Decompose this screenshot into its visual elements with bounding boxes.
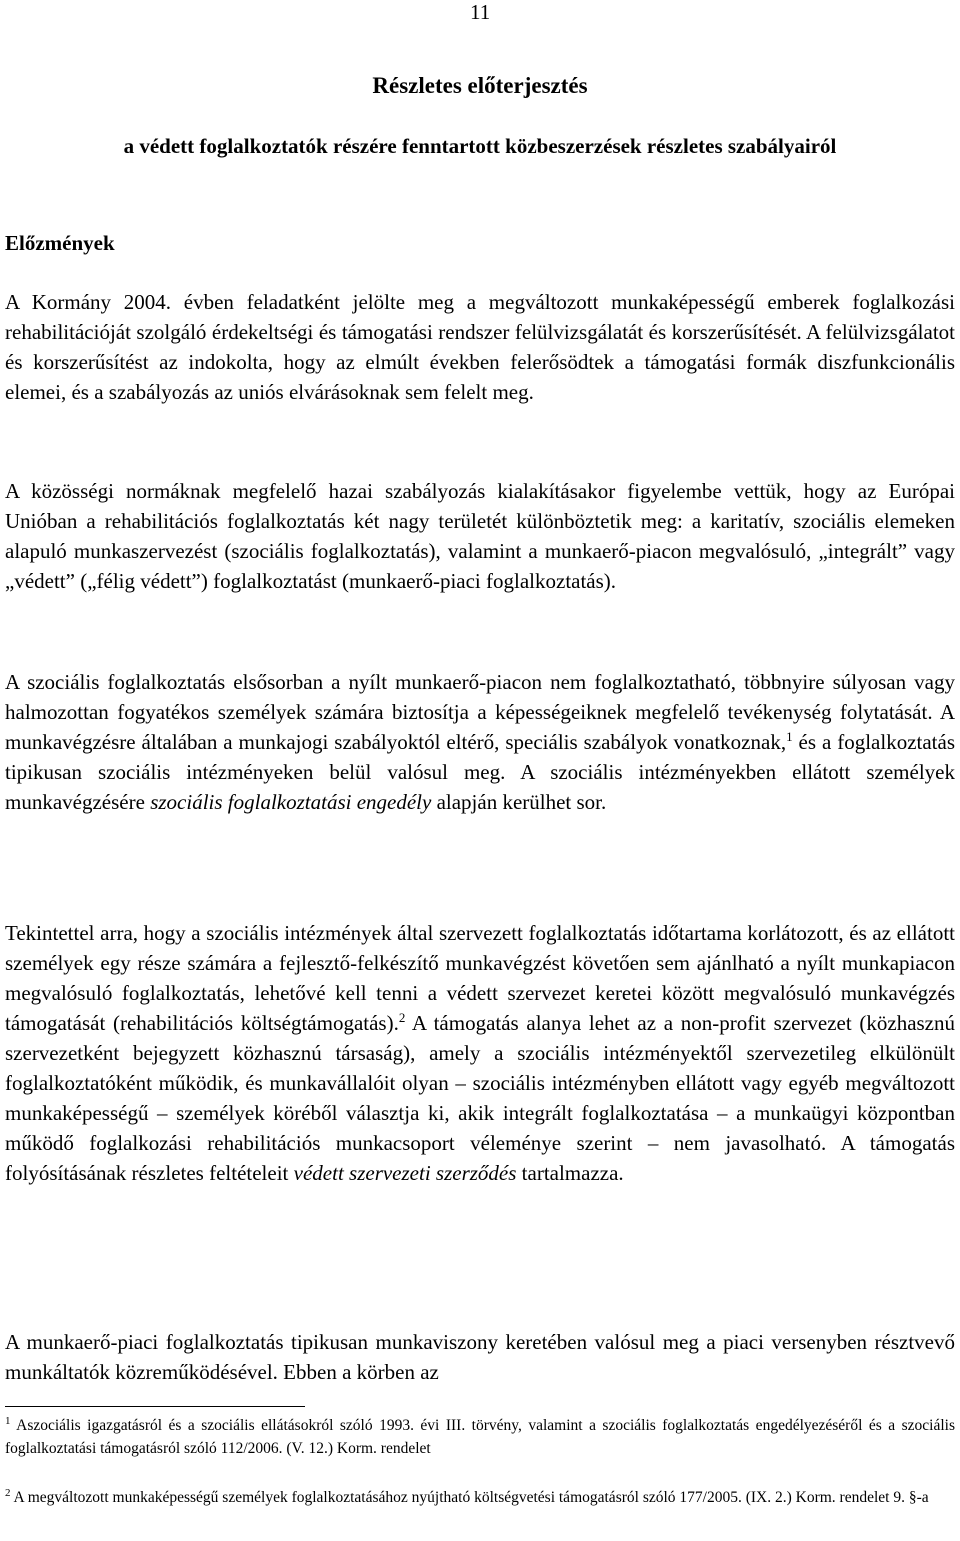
paragraph-4: [5, 918, 955, 1188]
paragraph-1: A Kormány 2004. évben feladatként jelölte meg a megváltozott munkaképességű emberek foglalkozási rehabilitációját szolgáló érdekeltségi és támogatási rendszer felülvizsgálatát és korszerűsítését. A felülvizsgálatot és korszerűsítést az indokolta, hogy az elmúlt években felerősödtek a támogatási formák diszfunkcionális elemei, és a szabályozás az uniós elvárásoknak sem felelt meg.: [5, 290, 955, 404]
section-heading: Előzmények: [5, 231, 115, 255]
footnote-2-text: A megváltozott munkaképességű személyek foglalkoztatásához nyújtható költségvetési támogatásról szóló 177/2005. (IX. 2.) Korm. rendelet 9. §-a: [10, 1489, 929, 1506]
paragraph-3-text-a: A szociális foglalkoztatás elsősorban a nyílt munkaerő-piacon nem foglalkoztatható, többnyire súlyosan vagy halmozottan fogyatékos személyek számára biztosítja a képességeiknek megfelelő tevékenység folytatását. A munkavégzésre általában a munkajogi szabályoktól eltérő, speciális szabályok vonatkoznak,: [5, 670, 955, 754]
document-title: Részletes előterjesztés: [372, 73, 588, 98]
footnote-ref-1[interactable]: 1: [786, 729, 793, 744]
paragraph-5: A munkaerő-piaci foglalkoztatás tipikusan munkaviszony keretében valósul meg a piaci versenyben résztvevő munkáltatók közreműködésével. Ebben a körben az: [5, 1330, 955, 1384]
footnote-1: [5, 1414, 955, 1460]
paragraph-3-text-b: és a foglalkoztatás tipikusan szociális intézményeken belül valósul meg. A szociális intézményekben ellátott személyek munkavégzésére: [5, 730, 955, 814]
footnote-2-number: 2: [5, 1486, 11, 1499]
footnote-1-number: 1: [5, 1414, 11, 1427]
paragraph-4-italic: védett szervezeti szerződés: [293, 1161, 517, 1185]
paragraph-2: A közösségi normáknak megfelelő hazai szabályozás kialakításakor figyelembe vettük, hogy az Európai Unióban a rehabilitációs foglalkoztatás két nagy területét különböztetik meg: a karitatív, szociális elemeken alapuló munkaszervezést (szociális foglalkoztatás), valamint a munkaerő-piacon megvalósuló, „integrált” vagy „védett” („félig védett”) foglalkoztatást (munkaerő-piaci foglalkoztatás).: [5, 479, 955, 593]
paragraph-3-text-c: alapján kerülhet sor.: [431, 790, 607, 814]
paragraph-4-text-a: Tekintettel arra, hogy a szociális intézmények által szervezett foglalkoztatás időtartama korlátozott, és az ellátott személyek egy része számára a fejlesztő-felkészítő munkavégzést követően sem ajánlható a nyílt munkapiacon megvalósuló foglalkoztatás, lehetővé kell tenni a védett szervezet keretei között megvalósuló munkavégzés támogatását (rehabilitációs költségtámogatás).: [5, 921, 955, 1035]
paragraph-4-text-c: tartalmazza.: [516, 1161, 624, 1185]
paragraph-3-italic: szociális foglalkoztatási engedély: [150, 790, 432, 814]
footnote-ref-2[interactable]: 2: [398, 1010, 406, 1025]
footnote-1-text: Aszociális igazgatásról és a szociális ellátásokról szóló 1993. évi III. törvény, valamint a szociális foglalkoztatás engedélyezéséről és a szociális foglalkoztatási támogatásról szóló 112/2006. (V. 12.) Korm. rendelet: [5, 1417, 955, 1457]
page-number: 11: [470, 0, 491, 24]
footnote-2: [5, 1486, 955, 1509]
paragraph-4-text-b: A támogatás alanya lehet az a non-profit szervezet (közhasznú szervezetként bejegyzett közhasznú társaság), amely a szociális intézményektől szervezetileg elkülönült foglalkoztatóként működik, és munkavállalóit olyan – szociális intézményben ellátott vagy egyéb megváltozott munkaképességű – személyek köréből választja ki, akik integrált foglalkoztatása – a munkaügyi központban működő foglalkozási rehabilitációs munkacsoport véleménye szerint – nem javasolható. A támogatás folyósításának részletes feltételeit: [5, 1011, 956, 1185]
footnote-divider: [5, 1406, 305, 1407]
document-subtitle: a védett foglalkoztatók részére fenntartott közbeszerzések részletes szabályairól: [123, 134, 837, 158]
paragraph-3: [5, 667, 955, 817]
